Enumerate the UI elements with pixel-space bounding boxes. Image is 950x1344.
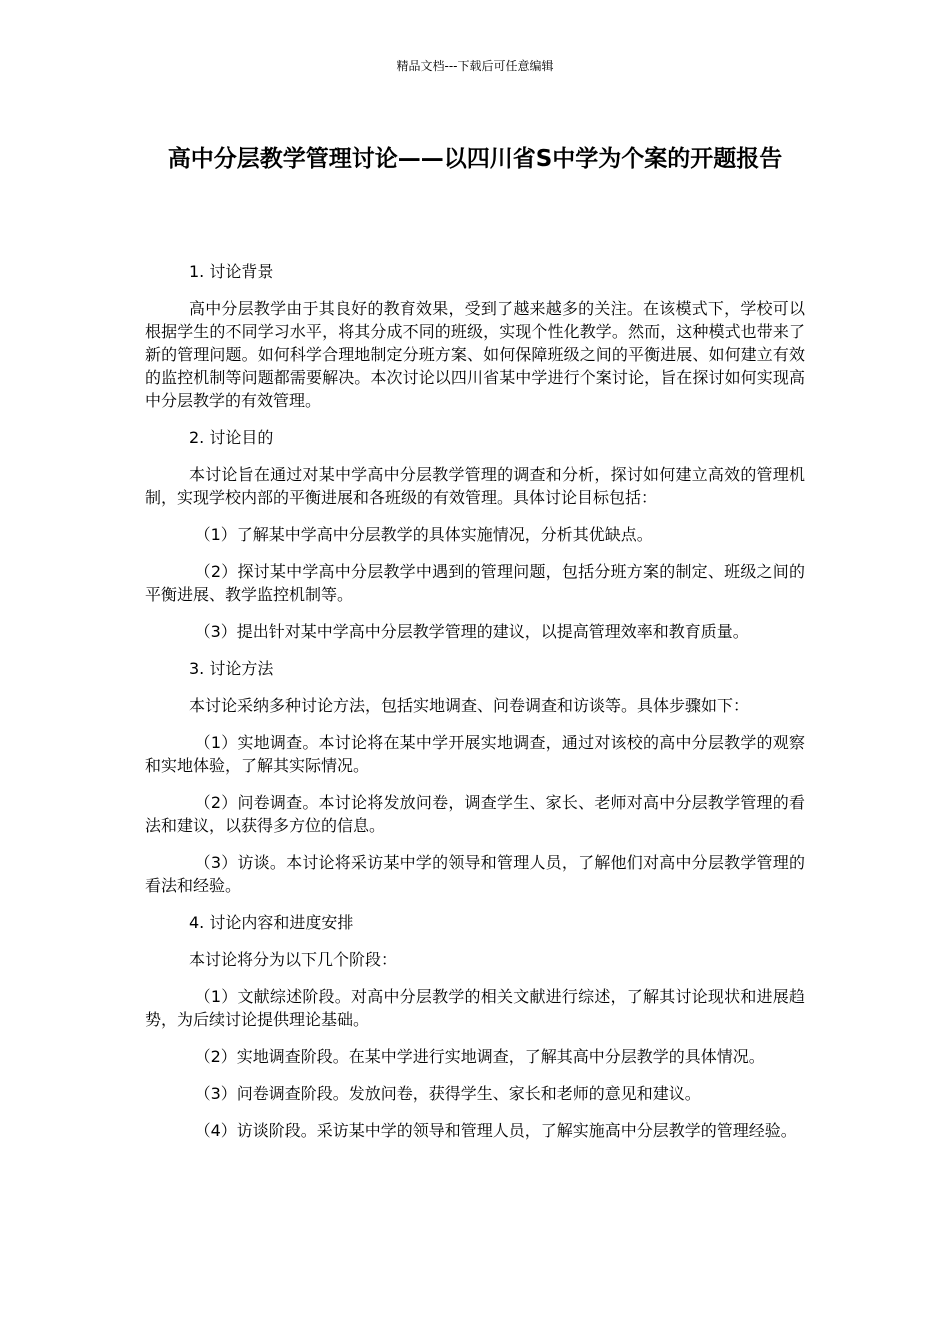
schedule-item-1: （1）文献综述阶段。对高中分层教学的相关文献进行综述，了解其讨论现状和进展趋势，为后续讨论提供理论基础。	[145, 987, 805, 1029]
method-item-3: （3）访谈。本讨论将采访某中学的领导和管理人员，了解他们对高中分层教学管理的看法和经验。	[145, 853, 805, 895]
document-body	[145, 260, 805, 1156]
section-heading-background: 1. 讨论背景	[189, 262, 274, 281]
paragraph-method: 本讨论采纳多种讨论方法，包括实地调查、问卷调查和访谈等。具体步骤如下：	[189, 696, 750, 715]
section-heading-purpose: 2. 讨论目的	[189, 428, 274, 447]
schedule-item-4: （4）访谈阶段。采访某中学的领导和管理人员，了解实施高中分层教学的管理经验。	[194, 1121, 797, 1140]
section-heading-schedule: 4. 讨论内容和进度安排	[189, 913, 354, 932]
document-title: 高中分层教学管理讨论——以四川省S中学为个案的开题报告	[167, 146, 783, 172]
header-note: 精品文档---下载后可任意编辑	[396, 59, 554, 73]
purpose-item-2: （2）探讨某中学高中分层教学中遇到的管理问题，包括分班方案的制定、班级之间的平衡进展、教学监控机制等。	[145, 562, 805, 604]
schedule-item-2: （2）实地调查阶段。在某中学进行实地调查，了解其高中分层教学的具体情况。	[194, 1047, 765, 1066]
paragraph-purpose: 本讨论旨在通过对某中学高中分层教学管理的调查和分析，探讨如何建立高效的管理机制，实现学校内部的平衡进展和各班级的有效管理。具体讨论目标包括：	[145, 465, 805, 507]
schedule-item-3: （3）问卷调查阶段。发放问卷，获得学生、家长和老师的意见和建议。	[194, 1084, 701, 1103]
purpose-item-3: （3）提出针对某中学高中分层教学管理的建议，以提高管理效率和教育质量。	[194, 622, 749, 641]
section-heading-method: 3. 讨论方法	[189, 659, 274, 678]
method-item-2: （2）问卷调查。本讨论将发放问卷，调查学生、家长、老师对高中分层教学管理的看法和建议，以获得多方位的信息。	[145, 793, 805, 835]
purpose-item-1: （1）了解某中学高中分层教学的具体实施情况，分析其优缺点。	[194, 525, 653, 544]
paragraph-background: 高中分层教学由于其良好的教育效果，受到了越来越多的关注。在该模式下，学校可以根据学生的不同学习水平，将其分成不同的班级，实现个性化教学。然而，这种模式也带来了新的管理问题。如何科学合理地制定分班方案、如何保障班级之间的平衡进展、如何建立有效的监控机制等问题都需要解决。本次讨论以四川省某中学进行个案讨论，旨在探讨如何实现高中分层教学的有效管理。	[145, 299, 805, 410]
paragraph-schedule: 本讨论将分为以下几个阶段：	[189, 950, 398, 969]
method-item-1: （1）实地调查。本讨论将在某中学开展实地调查，通过对该校的高中分层教学的观察和实地体验，了解其实际情况。	[145, 733, 805, 775]
